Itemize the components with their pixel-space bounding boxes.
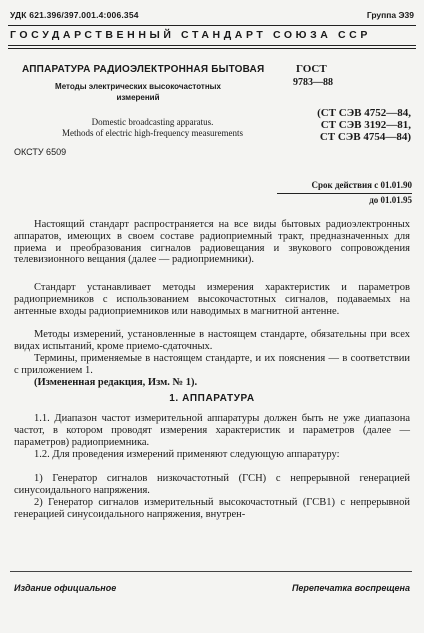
clause-1-2: 1.2. Для проведения измерений применяют следующую аппаратуру: [34, 449, 340, 460]
state-standard-banner: ГОСУДАРСТВЕННЫЙ СТАНДАРТ СОЮЗА ССР [10, 29, 371, 41]
header-rule-mid [8, 45, 416, 46]
group-code: Группа Э39 [366, 10, 414, 20]
validity-to: до 01.01.95 [369, 195, 412, 205]
paragraph-mandatory: Методы измерений, установленные в настоящем стандарте, обязательны при всех видах испытаний, кроме приемо-сдаточных. [14, 329, 410, 352]
clause-1-1: 1.1. Диапазон частот измерительной аппаратуры должен быть не уже диапазона частот, в котором проводят измерения характеристик и параметров (далее — параметров) радиоприемника. [14, 413, 410, 448]
oksty-code: ОКСТУ 6509 [14, 147, 67, 157]
udk-code: УДК 621.396/397.001.4:006.354 [10, 10, 139, 20]
validity-from: Срок действия с 01.01.90 [311, 180, 412, 190]
section-heading: 1. АППАРАТУРА [169, 393, 255, 404]
standard-title-ru: АППАРАТУРА РАДИОЭЛЕКТРОННАЯ БЫТОВАЯ [22, 64, 265, 75]
st-sev-line: СТ СЭВ 3192—81, [320, 119, 411, 131]
st-sev-references [270, 107, 411, 143]
st-sev-line: СТ СЭВ 4754—84) [319, 131, 411, 143]
list-item-1: 1) Генератор сигналов низкочастотный (ГСН) с непрерывной генерацией синусоидального напряжения. [14, 473, 410, 496]
footer-reprint-prohibited: Перепечатка воспрещена [291, 583, 410, 593]
paragraph-amendment: (Измененная редакция, Изм. № 1). [34, 377, 198, 388]
paragraph-terms: Термины, применяемые в настоящем стандарте, и их пояснения — в соответствии с приложением 1. [14, 353, 410, 376]
paragraph-scope: Настоящий стандарт распространяется на все виды бытовых радиоэлектронных аппаратов, имеющих в своем составе радиоприемный тракт, предназначенных для приема и преобразования сигналов радиовещания и звукового сопровождения телевизионного вещания (далее — радиоприемники). [14, 219, 410, 266]
standard-subtitle-ru: Методы электрических высокочастотных измерений [55, 82, 221, 102]
st-sev-line: (СТ СЭВ 4752—84, [317, 107, 411, 119]
gost-label: ГОСТ [296, 63, 327, 75]
validity-divider [277, 193, 412, 194]
gost-number: 9783—88 [293, 77, 333, 88]
standard-title-en [40, 117, 265, 139]
paragraph-methods: Стандарт устанавливает методы измерения характеристик и параметров радиоприемников с использованием высокочастотных сигналов, подаваемых на антенные входы радиоприемников или наводимых в магнитной антенне. [14, 282, 410, 317]
title-en-line-2: Methods of electric high-frequency measurements [62, 128, 243, 138]
title-en-line-1: Domestic broadcasting apparatus. [91, 117, 214, 127]
footer-rule [10, 571, 412, 572]
header-rule-top [8, 25, 416, 26]
header-rule-bottom [8, 48, 416, 49]
list-item-2: 2) Генератор сигналов измерительный высокочастотный (ГСВ1) с непрерывной генерацией синусоидального напряжения, внутрен- [14, 497, 410, 520]
footer-official-edition: Издание официальное [14, 583, 117, 593]
